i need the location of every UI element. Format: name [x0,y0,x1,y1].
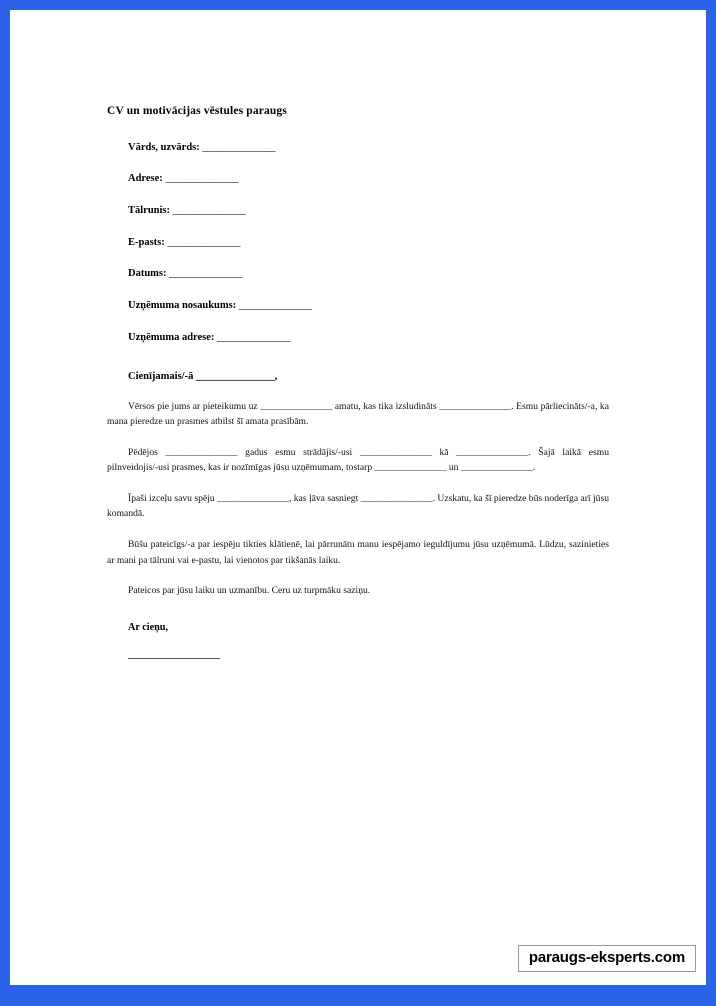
field-row-company-name [107,299,609,312]
field-label-name: Vārds, uzvārds: [128,141,200,153]
field-blank-company-name: _______________ [238,299,312,311]
paragraph-meeting-request: Būšu pateicīgs/-a par iespēju tikties klātienē, lai pārrunātu manu iespējamo ieguldījumu jūsu uzņēmumā. Lūdzu, sazinieties ar mani pa tālruni vai e-pastu, lai vienotos par tikšanās laiku. [107,538,609,566]
paragraph-skills: Īpaši izceļu savu spēju _______________, kas ļāva sasniegt _______________. Uzskatu, ka šī pieredze būs noderīga arī jūsu komandā. [107,492,609,520]
document-content [107,105,609,659]
field-row-phone [107,204,609,217]
field-row-date [107,267,609,280]
field-label-phone: Tālrunis: [128,205,171,217]
paragraph-experience: Pēdējos _______________ gadus esmu strādājis/-usi _______________ kā _______________. Šajā laikā esmu pilnveidojis/-usi prasmes, kas ir nozīmīgas jūsu uzņēmumam, tostarp _______________ un _______________. [107,446,609,474]
paragraph-intro: Vērsos pie jums ar pieteikumu uz _______________ amatu, kas tika izsludināts _______________. Esmu pārliecināts/-a, ka mana pieredze un prasmes atbilst šī amata prasībām. [107,400,609,428]
contact-field-list [107,141,609,344]
field-blank-name: _______________ [202,141,276,153]
paragraph-thanks: Pateicos par jūsu laiku un uzmanību. Ceru uz turpmāku saziņu. [128,585,371,597]
field-blank-phone: _______________ [172,205,246,217]
field-label-date: Datums: [128,268,167,280]
field-row-company-address [107,331,609,344]
field-blank-date: _______________ [169,268,242,280]
closing-phrase: Ar cieņu, [128,621,168,633]
field-label-address: Adrese: [128,173,163,185]
field-label-company-address: Uzņēmuma adrese: [128,331,215,343]
field-label-email: E-pasts: [128,236,165,248]
field-blank-email: _______________ [167,236,241,248]
field-row-address [107,172,609,185]
signature-line [128,657,220,659]
field-label-company-name: Uzņēmuma nosaukums: [128,299,237,311]
salutation: Cienījamais/-ā _______________, [128,370,278,382]
field-row-email [107,236,609,249]
field-blank-address: _______________ [165,173,239,185]
document-page [10,10,706,985]
field-row-name [107,141,609,154]
watermark-badge: paraugs-eksperts.com [518,945,696,973]
page-title: CV un motivācijas vēstules paraugs [107,105,287,117]
field-blank-company-address: _______________ [217,331,290,343]
